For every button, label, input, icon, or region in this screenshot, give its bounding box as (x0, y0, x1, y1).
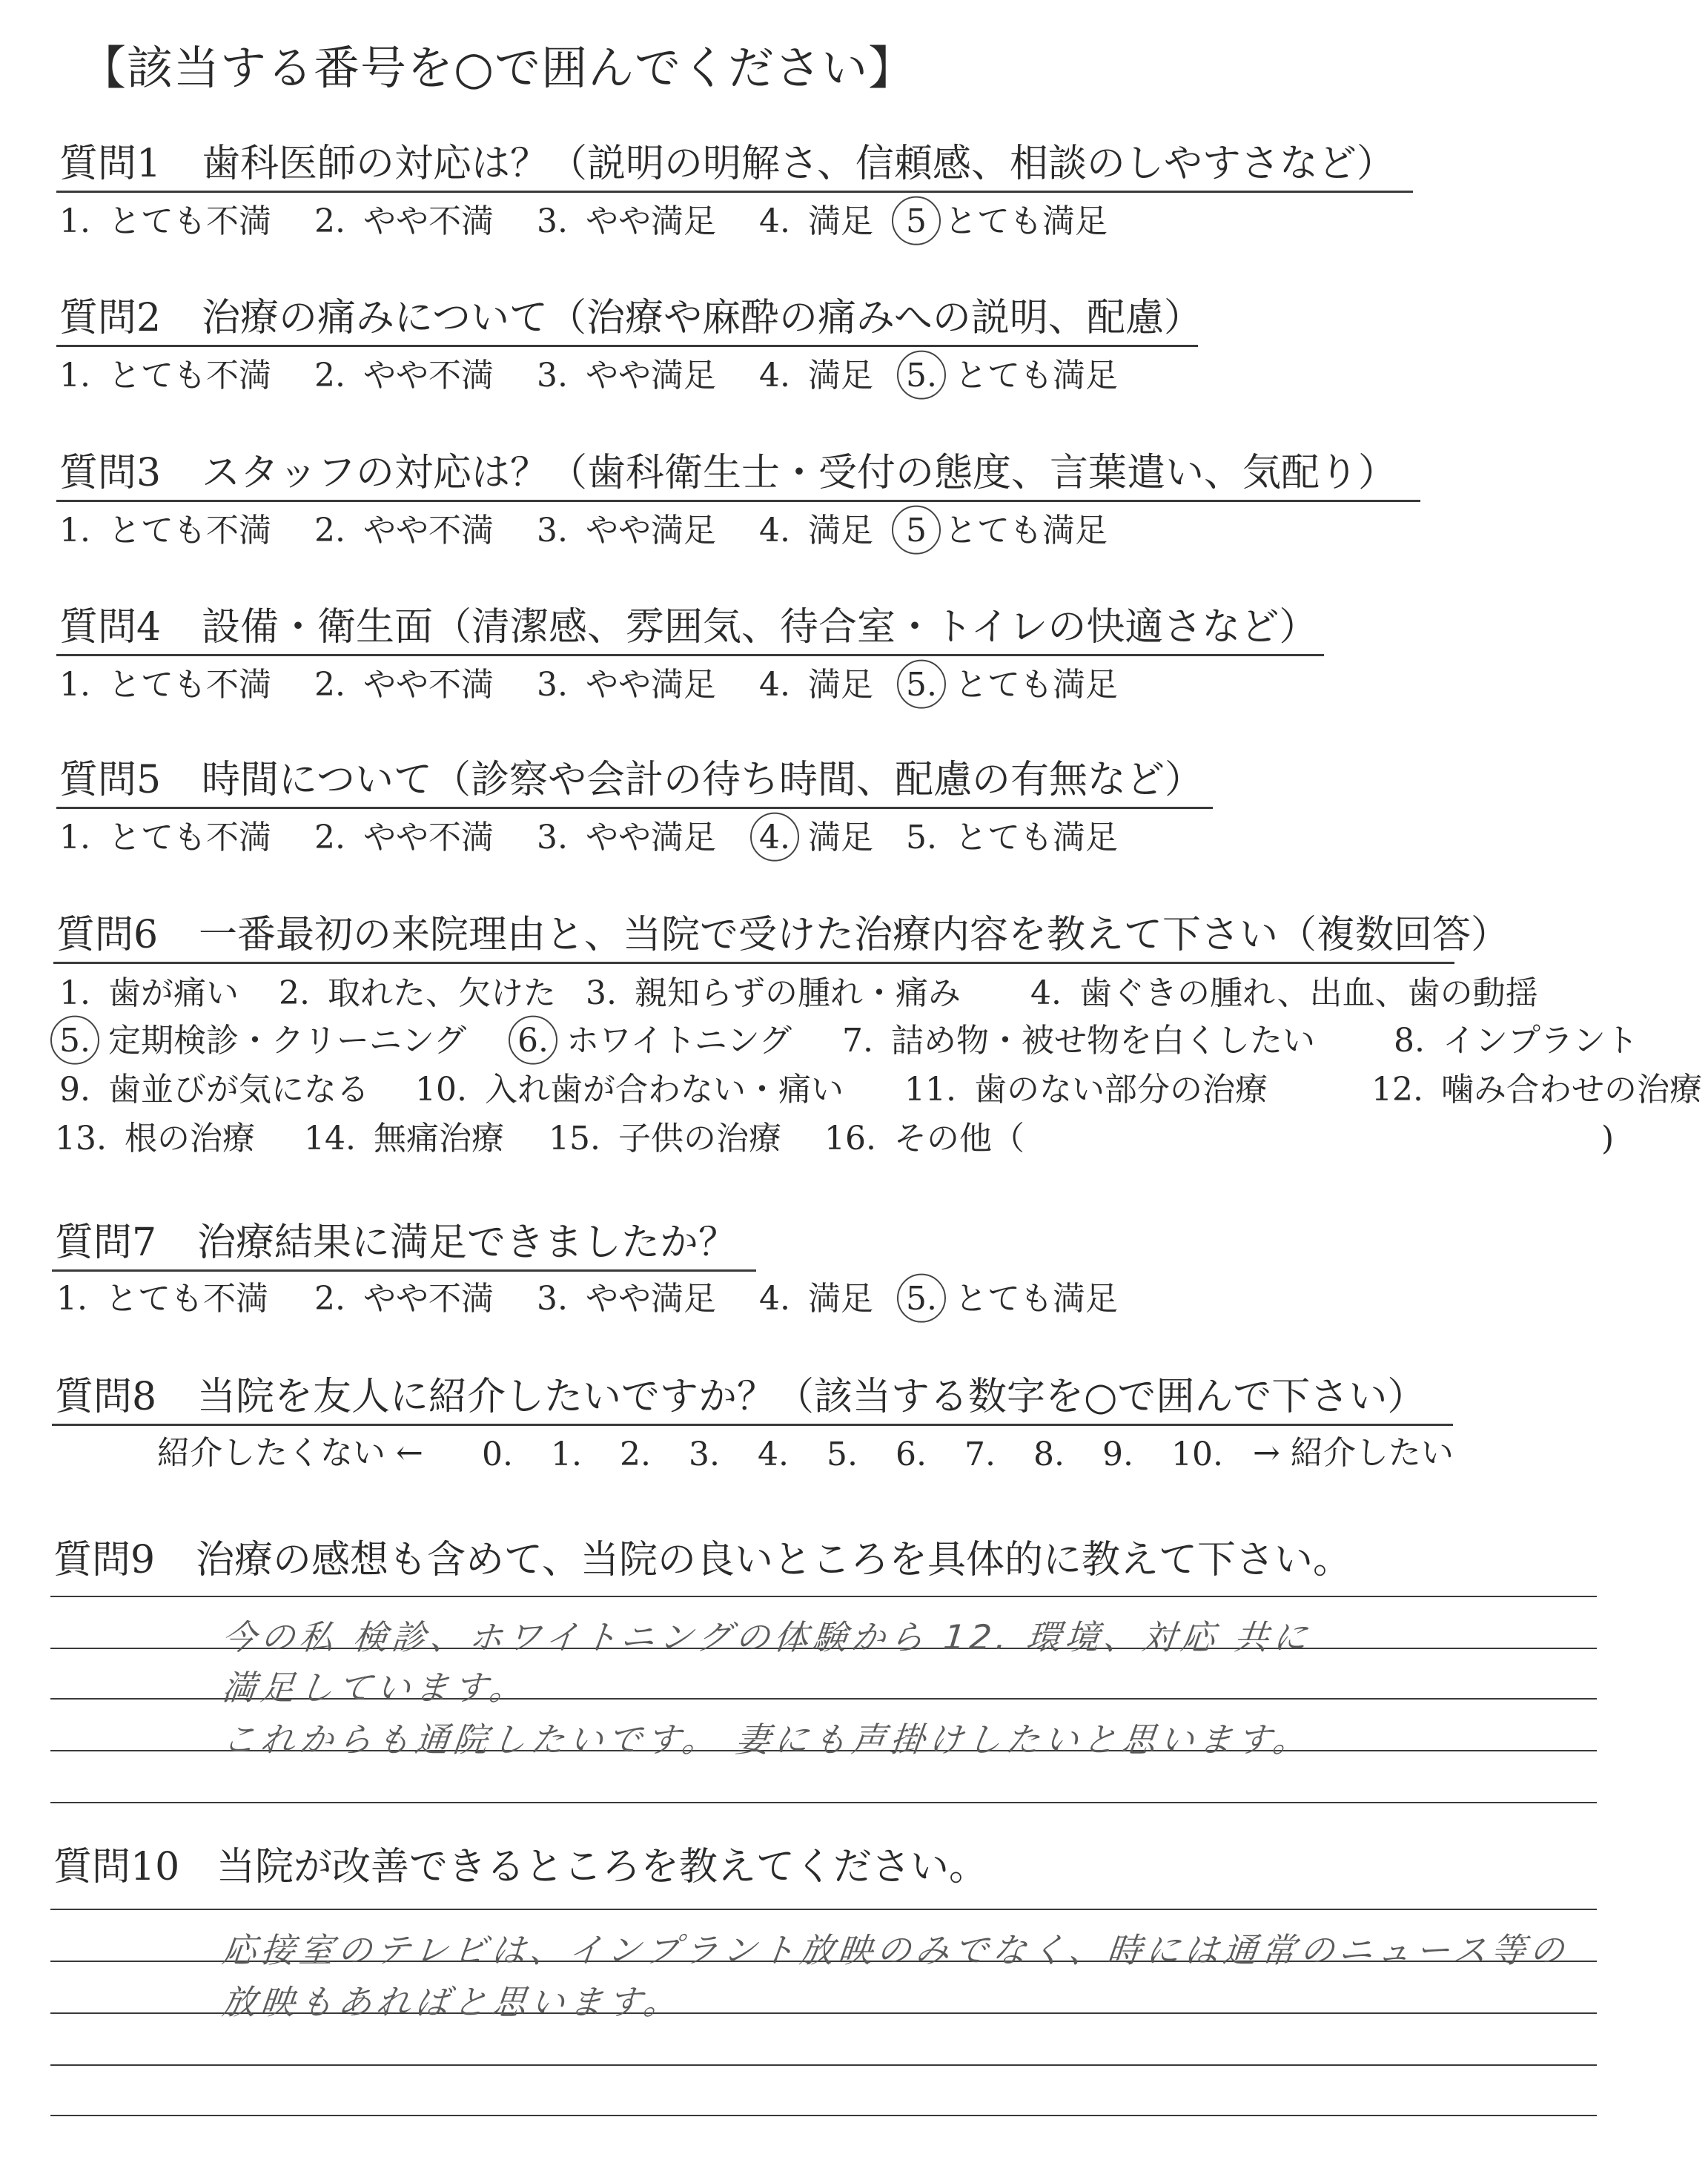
option-text: やや満足 (585, 819, 716, 856)
option-text: とても不満 (107, 357, 271, 394)
scale-left-label: 紹介したくない ← (157, 1434, 423, 1472)
question-underline (52, 1269, 756, 1272)
answer-option[interactable] (59, 974, 239, 1012)
option-text: やや不満 (363, 666, 494, 704)
option-number: 5. (906, 819, 937, 856)
option-text: 満足 (807, 1280, 873, 1318)
answer-line (50, 1596, 1597, 1597)
question-text: 当院を友人に紹介したいですか？（該当する数字を○で囲んで下さい） (197, 1375, 1426, 1419)
option-number: 1. (59, 666, 90, 704)
answer-option[interactable] (59, 1022, 467, 1060)
option-text: 歯ぐきの腫れ、出血、歯の動揺 (1079, 974, 1538, 1012)
answer-option[interactable] (59, 1071, 369, 1109)
option-number: 2. (314, 819, 345, 856)
option-number: 1. (59, 974, 90, 1012)
option-text: とても満足 (944, 202, 1108, 240)
scale-option[interactable]: 8. (1033, 1436, 1065, 1473)
option-text: とても満足 (944, 512, 1108, 549)
question-label: 質問9 (53, 1538, 156, 1582)
answer-option[interactable] (586, 974, 961, 1012)
option-number: 4. (1030, 974, 1062, 1012)
question-label: 質問1 (59, 142, 162, 186)
scale-option[interactable]: 3. (689, 1436, 720, 1473)
option-text: やや不満 (363, 202, 494, 240)
option-number: 3. (537, 1280, 568, 1318)
answer-option[interactable] (314, 357, 494, 394)
option-number: 3. (586, 974, 617, 1012)
option-text: 入れ歯が合わない・痛い (484, 1071, 844, 1109)
question-text: 治療の感想も含めて、当院の良いところを具体的に教えて下さい。 (196, 1538, 1351, 1582)
answer-option[interactable] (1371, 1071, 1702, 1109)
question-underline (56, 654, 1324, 656)
option-text: 取れた、欠けた (327, 974, 556, 1012)
option-number: 3. (537, 512, 568, 549)
question-label: 質問4 (59, 605, 162, 650)
answer-option[interactable] (415, 1071, 844, 1109)
question-text: 歯科医師の対応は？（説明の明解さ、信頼感、相談のしやすさなど） (202, 142, 1395, 186)
scale-option[interactable]: 1. (551, 1436, 582, 1473)
question-label: 質問2 (59, 296, 162, 340)
question-label: 質問7 (55, 1221, 157, 1265)
option-number: 4. (759, 357, 790, 394)
question-underline (56, 191, 1413, 193)
option-text: ホワイトニング (566, 1022, 792, 1060)
option-text: 歯が痛い (107, 974, 239, 1012)
option-number: 4. (759, 202, 790, 240)
answer-line (50, 1909, 1597, 1910)
option-number: 5. (59, 1022, 90, 1060)
option-number: 10. (415, 1071, 467, 1109)
option-text: とても不満 (105, 1280, 268, 1318)
answer-option[interactable] (59, 512, 271, 549)
option-number: 8. (1394, 1022, 1425, 1060)
answer-option[interactable] (56, 1280, 268, 1318)
answer-option[interactable] (549, 1120, 781, 1157)
answer-option[interactable] (59, 666, 271, 704)
answer-option[interactable] (759, 357, 873, 394)
scale-option[interactable]: 6. (896, 1436, 927, 1473)
option-number: 2. (314, 666, 345, 704)
option-number: 2. (314, 512, 345, 549)
answer-option[interactable] (906, 666, 1118, 704)
question-text: 治療の痛みについて（治療や麻酔の痛みへの説明、配慮） (202, 296, 1202, 340)
option-number: 16. (824, 1120, 876, 1157)
option-number: 7. (842, 1022, 873, 1060)
option-text: やや満足 (585, 357, 716, 394)
answer-option[interactable] (537, 819, 716, 856)
option-text: やや不満 (363, 1280, 494, 1318)
page-title: 【該当する番号を○で囲んでください】 (80, 41, 916, 95)
scale-right-label: → 紹介したい (1253, 1434, 1454, 1472)
answer-option[interactable] (304, 1120, 504, 1157)
answer-option[interactable] (759, 819, 873, 856)
option-number: 5. (906, 357, 937, 394)
option-number: 4. (759, 819, 790, 856)
answer-option[interactable] (1030, 974, 1538, 1012)
handwritten-answer: 応接室のテレビは、インプラント放映のみでなく、時には通常のニュース等の (219, 1930, 1571, 1970)
scale-option[interactable]: 4. (758, 1436, 789, 1473)
answer-option[interactable] (314, 819, 494, 856)
option-number: 12. (1371, 1071, 1423, 1109)
answer-option[interactable] (759, 512, 873, 549)
question-text: 設備・衛生面（清潔感、雰囲気、待合室・トイレの快適さなど） (202, 605, 1318, 650)
option-number: 2. (314, 357, 345, 394)
option-text: とても不満 (107, 512, 271, 549)
option-text: 子供の治療 (618, 1120, 781, 1157)
option-text: 歯並びが気になる (107, 1071, 369, 1109)
answer-line (50, 2115, 1597, 2116)
option-text: 噛み合わせの治療 (1440, 1071, 1702, 1109)
answer-option[interactable] (537, 1280, 716, 1318)
answer-option[interactable] (314, 666, 494, 704)
answer-option[interactable] (906, 357, 1118, 394)
option-number: 4. (759, 666, 790, 704)
option-number: 2. (279, 974, 310, 1012)
answer-option[interactable] (537, 512, 716, 549)
option-number: 3. (537, 202, 568, 240)
option-number: 4. (759, 512, 790, 549)
option-text: とても満足 (954, 666, 1118, 704)
question-underline (53, 962, 1454, 964)
option-number: 2. (314, 1280, 345, 1318)
answer-option[interactable] (314, 202, 494, 240)
option-number: 1. (56, 1280, 87, 1318)
handwritten-answer: これからも通院したいです。 妻にも声掛けしたいと思います。 (219, 1720, 1314, 1760)
option-number: 3. (537, 819, 568, 856)
answer-option[interactable] (537, 202, 716, 240)
question-label: 質問10 (53, 1845, 180, 1889)
option-text: やや満足 (585, 512, 716, 549)
option-number: 14. (304, 1120, 356, 1157)
question-text: 一番最初の来院理由と、当院で受けた治療内容を教えて下さい（複数回答） (199, 913, 1510, 957)
scale-option[interactable]: 10. (1171, 1436, 1223, 1473)
option-number: 13. (55, 1120, 107, 1157)
answer-option[interactable] (279, 974, 556, 1012)
option-number: 15. (549, 1120, 600, 1157)
question-underline (56, 500, 1420, 502)
option-text: やや不満 (363, 512, 494, 549)
option-number: 5. (906, 666, 937, 704)
question-text: スタッフの対応は？（歯科衛生士・受付の態度、言葉遣い、気配り） (202, 451, 1397, 495)
option-text: 満足 (807, 666, 873, 704)
answer-option[interactable] (59, 357, 271, 394)
answer-option[interactable] (59, 819, 271, 856)
option-text: 詰め物・被せ物を白くしたい (890, 1022, 1315, 1060)
answer-option[interactable] (824, 1120, 1025, 1157)
option-number: 3. (537, 357, 568, 394)
option-number: 6. (517, 1022, 549, 1060)
question-text: 時間について（診察や会計の待ち時間、配慮の有無など） (202, 758, 1203, 802)
option-text: とても不満 (107, 202, 271, 240)
option-text: やや不満 (363, 357, 494, 394)
option-number: 1. (59, 202, 90, 240)
option-text: 親知らずの腫れ・痛み (634, 974, 961, 1012)
answer-option[interactable] (904, 1071, 1268, 1109)
answer-option[interactable] (1394, 1022, 1638, 1060)
answer-option[interactable] (759, 1280, 873, 1318)
option-text: とても不満 (107, 666, 271, 704)
option-text: 定期検診・クリーニング (107, 1022, 467, 1060)
option-text: やや満足 (585, 666, 716, 704)
option-text: とても満足 (954, 1280, 1118, 1318)
option-number: 4. (759, 1280, 790, 1318)
question-underline (52, 1424, 1453, 1426)
option-number: 5. (906, 1280, 937, 1318)
option-text: 歯のない部分の治療 (973, 1071, 1268, 1109)
question-text: 当院が改善できるところを教えてください。 (216, 1845, 988, 1889)
option-number: 11. (904, 1071, 956, 1109)
option-text: その他（ (893, 1120, 1025, 1157)
scale-option[interactable]: 5. (827, 1436, 858, 1473)
answer-option[interactable] (59, 202, 271, 240)
option-text: 満足 (807, 202, 873, 240)
option-number: 1. (59, 512, 90, 549)
option-text: インプラント (1442, 1022, 1638, 1060)
question-label: 質問8 (55, 1375, 157, 1419)
handwritten-answer: 今の私 検診、ホワイトニングの体験から 12. 環境、対応 共に (219, 1617, 1314, 1657)
option-number: 2. (314, 202, 345, 240)
answer-option[interactable] (842, 1022, 1315, 1060)
option-number: 5 (906, 202, 927, 240)
handwritten-answer: 満足しています。 (219, 1668, 530, 1708)
scale-option[interactable]: 2. (620, 1436, 651, 1473)
answer-option[interactable] (314, 1280, 494, 1318)
option-text: やや満足 (585, 202, 716, 240)
question-label: 質問5 (59, 758, 162, 802)
option-text: やや満足 (585, 1280, 716, 1318)
answer-option[interactable] (906, 512, 1108, 549)
option-text: 満足 (807, 512, 873, 549)
scale-option[interactable]: 7. (964, 1436, 996, 1473)
handwritten-answer: 放映もあればと思います。 (219, 1982, 684, 2022)
close-paren: ) (1601, 1120, 1615, 1157)
question-text: 治療結果に満足できましたか？ (197, 1221, 738, 1265)
option-number: 3. (537, 666, 568, 704)
answer-option[interactable] (759, 666, 873, 704)
answer-line (50, 2064, 1597, 2066)
option-number: 1. (59, 819, 90, 856)
answer-option[interactable] (314, 512, 494, 549)
answer-option[interactable] (537, 666, 716, 704)
answer-option[interactable] (537, 357, 716, 394)
scale-option[interactable]: 9. (1102, 1436, 1133, 1473)
option-text: 満足 (807, 357, 873, 394)
answer-option[interactable] (906, 202, 1108, 240)
answer-option[interactable] (517, 1022, 792, 1060)
question-underline (56, 807, 1213, 809)
option-text: 満足 (807, 819, 873, 856)
option-number: 5 (906, 512, 927, 549)
answer-option[interactable] (759, 202, 873, 240)
question-label: 質問3 (59, 451, 162, 495)
answer-option[interactable] (55, 1120, 255, 1157)
answer-option[interactable] (906, 819, 1118, 856)
question-underline (56, 345, 1198, 347)
option-text: 無痛治療 (373, 1120, 504, 1157)
option-text: とても不満 (107, 819, 271, 856)
option-text: とても満足 (954, 357, 1118, 394)
option-number: 9. (59, 1071, 90, 1109)
option-number: 1. (59, 357, 90, 394)
scale-option[interactable]: 0. (482, 1436, 513, 1473)
answer-option[interactable] (906, 1280, 1118, 1318)
option-text: 根の治療 (124, 1120, 255, 1157)
option-text: やや不満 (363, 819, 494, 856)
question-label: 質問6 (56, 913, 159, 957)
answer-line (50, 1802, 1597, 1803)
option-text: とても満足 (954, 819, 1118, 856)
